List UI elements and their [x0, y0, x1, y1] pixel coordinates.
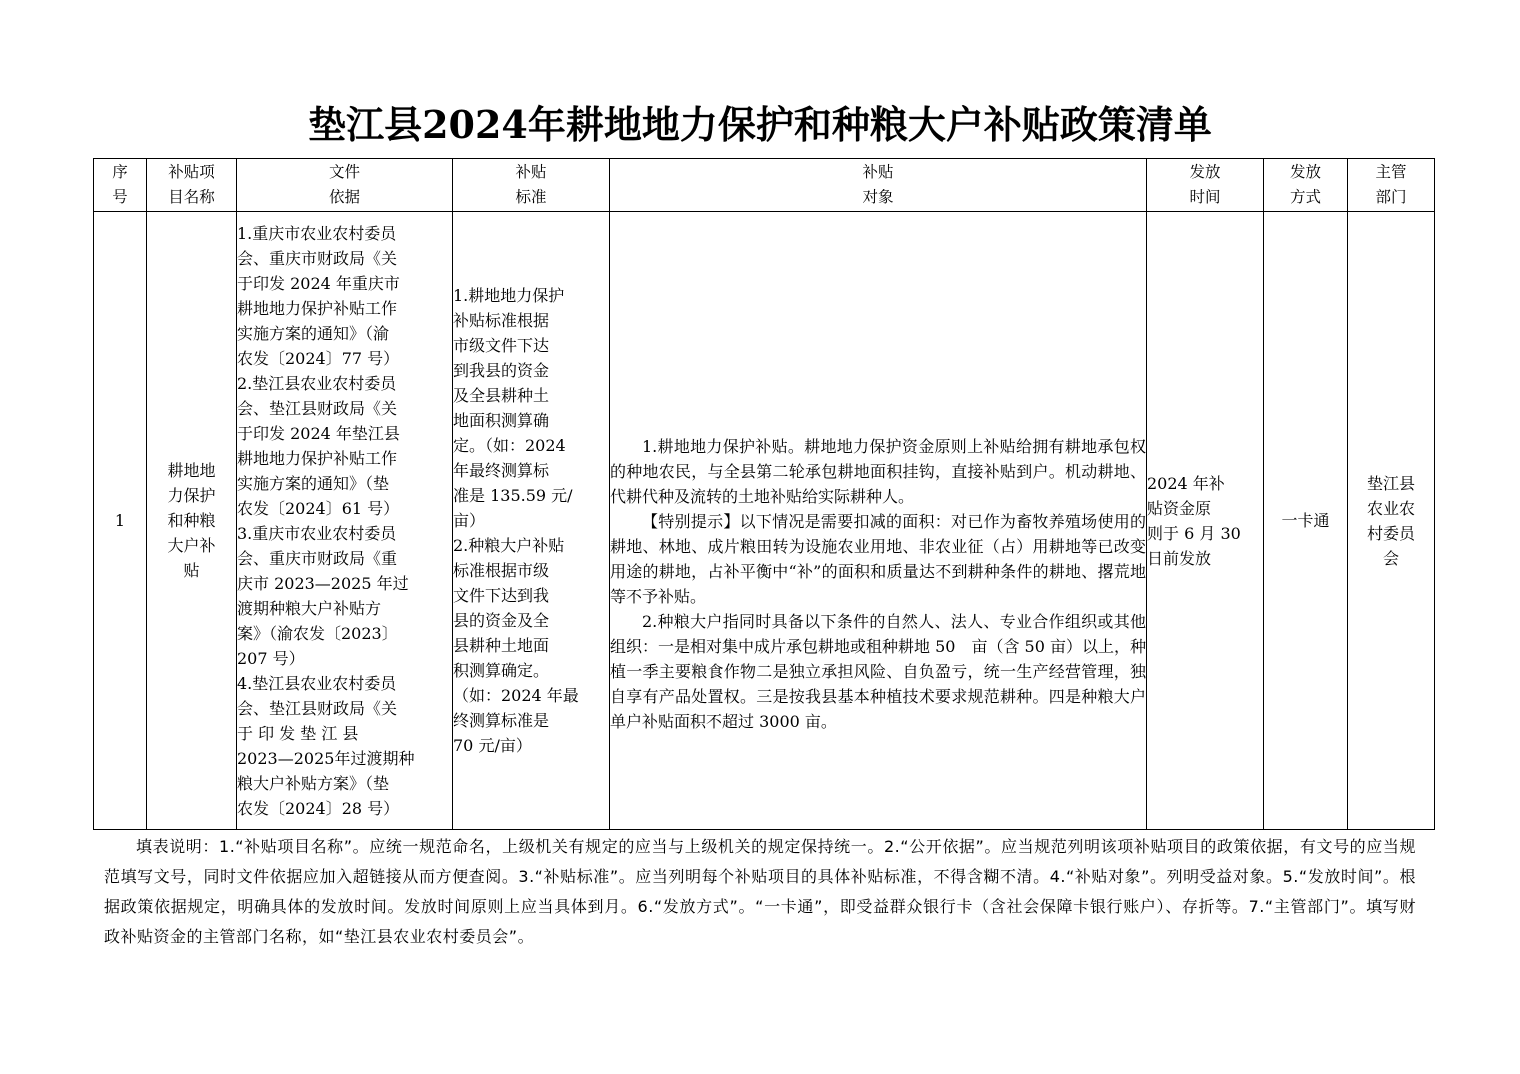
policy-table [93, 158, 1435, 830]
target-paragraph: 2.种粮大户指同时具备以下条件的自然人、法人、专业合作组织或其他组织：一是相对集中成片承包耕地或租种耕地 50 亩（含 50 亩）以上，种植一季主要粮食作物二是独立承担风险、自负盈亏，统一生产经营管理，独自享有产品处置权。三是按我县基本种植技术要求规范耕种。四是种粮大户单户补贴面积不超过 3000 亩。 [610, 612, 1146, 731]
department-cell: 垫江县 农业农 村委员 会 [1348, 212, 1435, 830]
target-cell [610, 212, 1147, 830]
table-row [94, 212, 1435, 830]
standard-cell: 1.耕地地力保护 补贴标准根据 市级文件下达 到我县的资金 及全县耕种土 地面积测算确 定。（如：2024 年最终测算标 准是 135.59 元/ 亩） 2.种粮大户补贴 标准根据市级 文件下达到我 县的资金及全 县耕种土地面 积测算确定。 （如：2024 年最 终测算标准是 70 元/亩） [453, 212, 610, 830]
header-standard: 补贴 标准 [453, 159, 610, 212]
header-index: 序 号 [94, 159, 147, 212]
header-basis: 文件 依据 [237, 159, 453, 212]
page-title: 垫江县2024年耕地地力保护和种粮大户补贴政策清单 [308, 102, 1212, 147]
row-index: 1 [94, 212, 147, 830]
header-department: 主管 部门 [1348, 159, 1435, 212]
method-cell: 一卡通 [1264, 212, 1348, 830]
table-header-row [94, 159, 1435, 212]
header-method: 发放 方式 [1264, 159, 1348, 212]
time-cell: 2024 年补 贴资金原 则于 6 月 30 日前发放 [1147, 212, 1264, 830]
header-project-name: 补贴项 目名称 [147, 159, 237, 212]
header-target: 补贴 对象 [610, 159, 1147, 212]
basis-cell: 1.重庆市农业农村委员 会、重庆市财政局《关 于印发 2024 年重庆市 耕地地力保护补贴工作 实施方案的通知》（渝 农发〔2024〕77 号） 2.垫江县农业农村委员 会、垫江县财政局《关 于印发 2024 年垫江县 耕地地力保护补贴工作 实施方案的通知》（垫 农发〔2024〕61 号） 3.重庆市农业农村委员 会、重庆市财政局《重 庆市 2023—2025 年过 渡期种粮大户补贴方 案》（渝农发〔2023〕 207 号） 4.垫江县农业农村委员 会、垫江县财政局《关 于 印 发 垫 江 县 2023—2025年过渡期种 粮大户补贴方案》（垫 农发〔2024〕28 号） [237, 212, 453, 830]
form-notes: 填表说明：1.“补贴项目名称”。应统一规范命名，上级机关有规定的应当与上级机关的规定保持统一。2.“公开依据”。应当规范列明该项补贴项目的政策依据，有文号的应当规范填写文号，同时文件依据应加入超链接从而方便查阅。3.“补贴标准”。应当列明每个补贴项目的具体补贴标准，不得含糊不清。4.“补贴对象”。列明受益对象。5.“发放时间”。根据政策依据规定，明确具体的发放时间。发放时间原则上应当具体到月。6.“发放方式”。“一卡通”，即受益群众银行卡（含社会保障卡银行账户）、存折等。7.“主管部门”。填写财政补贴资金的主管部门名称，如“垫江县农业农村委员会”。 [104, 837, 1416, 946]
header-time: 发放 时间 [1147, 159, 1264, 212]
target-paragraph: 【特别提示】以下情况是需要扣减的面积：对已作为畜牧养殖场使用的耕地、林地、成片粮田转为设施农业用地、非农业征（占）用耕地等已改变用途的耕地，占补平衡中“补”的面积和质量达不到耕种条件的耕地、撂荒地等不予补贴。 [610, 512, 1146, 606]
target-paragraph: 1.耕地地力保护补贴。耕地地力保护资金原则上补贴给拥有耕地承包权的种地农民，与全县第二轮承包耕地面积挂钩，直接补贴到户。机动耕地、代耕代种及流转的土地补贴给实际耕种人。 [610, 437, 1146, 506]
project-name-cell: 耕地地 力保护 和种粮 大户补 贴 [147, 212, 237, 830]
